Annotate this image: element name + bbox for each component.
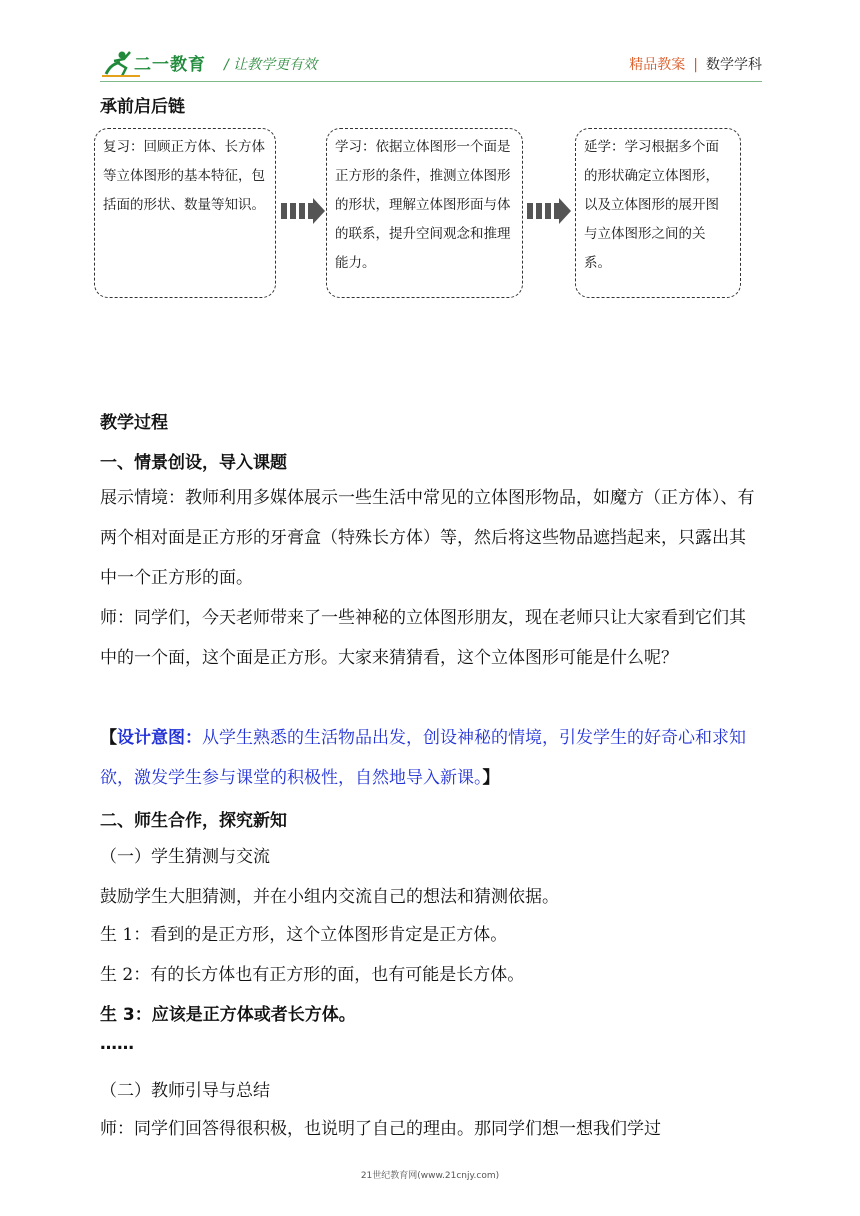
- design-intent-note: [100, 718, 762, 798]
- design-intent-text: 从学生熟悉的生活物品出发，创设神秘的情境，引发学生的好奇心和求知欲，激发学生参与课堂的积极性，自然地导入新课。: [100, 728, 746, 788]
- header-tag-premium: 精品教案: [629, 57, 686, 73]
- paragraph-scenario: 展示情境：教师利用多媒体展示一些生活中常见的立体图形物品，如魔方（正方体）、有两个相对面是正方形的牙膏盒（特殊长方体）等，然后将这些物品遮挡起来，只露出其中一个正方形的面。: [100, 488, 755, 588]
- header-separator: |: [693, 57, 698, 73]
- text-line: 鼓励学生大胆猜测，并在小组内交流自己的想法和猜测依据。: [100, 887, 559, 907]
- header-divider: [100, 81, 762, 82]
- section-title-process: 教学过程: [100, 413, 168, 433]
- flow-box-extend: 延学：学习根据多个面的形状确定立体图形，以及立体图形的展开图与立体图形之间的关系。: [575, 128, 741, 298]
- ellipsis: ……: [100, 1034, 134, 1054]
- flow-box-learn: 学习：依据立体图形一个面是正方形的条件，推测立体图形的形状，理解立体图形面与体的联系，提升空间观念和推理能力。: [326, 128, 523, 298]
- subsection-title-guess: （一）学生猜测与交流: [100, 847, 270, 867]
- header-tag-subject: 数学学科: [706, 57, 762, 73]
- part1-title: 一、情景创设，导入课题: [100, 453, 287, 473]
- design-intent-label: 设计意图：: [117, 728, 202, 748]
- header-tags: [629, 54, 762, 74]
- bracket-close: 】: [482, 768, 500, 788]
- section-title-chain: 承前启后链: [100, 97, 185, 117]
- bracket-open: 【: [100, 728, 117, 748]
- flow-box-review: 复习：回顾正方体、长方体等立体图形的基本特征，包括面的形状、数量等知识。: [94, 128, 276, 298]
- subsection-title-summary: （二）教师引导与总结: [100, 1081, 270, 1101]
- header-slogan: / 让教学更有效: [224, 57, 318, 73]
- arrow-right-icon: [527, 198, 571, 224]
- part2-title: 二、师生合作，探究新知: [100, 811, 287, 831]
- text-line: 师：同学们回答得很积极，也说明了自己的理由。那同学们想一想我们学过: [100, 1119, 661, 1139]
- arrow-right-icon: [281, 198, 325, 224]
- page-footer: 21世纪教育网(www.21cnjy.com): [360, 1171, 500, 1181]
- text-line: 生 2：有的长方体也有正方形的面，也有可能是长方体。: [100, 965, 525, 985]
- page-header: [100, 44, 762, 80]
- paragraph-teacher-question: 师：同学们，今天老师带来了一些神秘的立体图形朋友，现在老师只让大家看到它们其中的一个面，这个面是正方形。大家来猜猜看，这个立体图形可能是什么呢？: [100, 608, 746, 668]
- text-line: 生 3：应该是正方体或者长方体。: [100, 1005, 356, 1025]
- logo-text: 二一教育: [134, 55, 206, 75]
- text-line: 生 1：看到的是正方形，这个立体图形肯定是正方体。: [100, 925, 508, 945]
